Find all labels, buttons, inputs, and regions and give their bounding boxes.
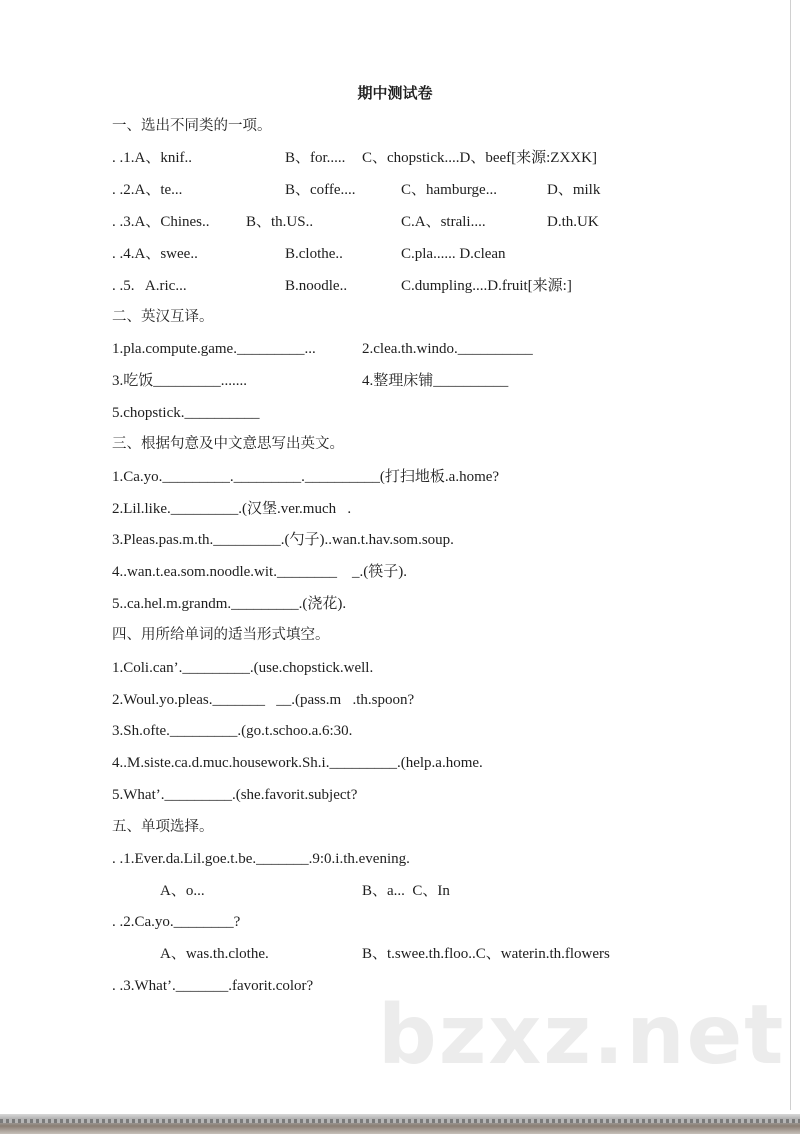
part1-row-5-b: B.noodle.. [285,278,348,294]
part4-q5: 5.What’._________.(she.favorit.subject? [112,787,358,803]
section-1-heading: 一、选出不同类的一项。 [112,118,272,134]
part5-q2-option-a: A、was.th.clothe. [160,946,269,962]
part2-q2: 2.clea.th.windo.__________ [362,341,533,357]
section-3-heading: 三、根据句意及中文意思写出英文。 [112,436,344,452]
part5-q1-option-bc: B、a... C、In [362,883,450,899]
part2-q1: 1.pla.compute.game._________... [112,341,316,357]
section-5-heading: 五、单项选择。 [112,819,214,835]
part3-q1: 1.Ca.yo._________._________.__________(打扫地板.a.home? [112,469,500,485]
section-2-heading: 二、英汉互译。 [112,309,214,325]
part3-q4: 4..wan.t.ea.som.noodle.wit.________ _.(筷子). [112,564,407,580]
part5-q1-option-a: A、o... [160,883,205,899]
watermark-text: bzxz.net [378,988,786,1083]
part5-q2: . .2.Ca.yo.________? [112,914,241,930]
part1-row-2-a: . .2.A、te... [112,182,183,198]
part1-row-4-b: B.clothe.. [285,246,343,262]
part2-q3: 3.吃饭_________....... [112,373,248,389]
part3-q2: 2.Lil.like._________.(汉堡.ver.much . [112,501,352,517]
page-edge-rule [790,0,791,1110]
part3-q5: 5..ca.hel.m.grandm._________.(浇花). [112,596,347,612]
part4-q1: 1.Coli.can’._________.(use.chopstick.well. [112,660,374,676]
part1-row-1-b: B、for..... [285,150,346,166]
part1-row-3-a: . .3.A、Chines.. [112,214,210,230]
part5-q3: . .3.What’._______.favorit.color? [112,978,314,994]
part1-row-4-a: . .4.A、swee.. [112,246,198,262]
page-title: 期中测试卷 [357,84,433,102]
bottom-border-pattern [0,1119,800,1123]
part1-row-2-c: C、hamburge... [401,182,497,198]
part1-row-1-c: C、chopstick....D、beef[来源:ZXXK] [362,150,597,166]
part2-q4: 4.整理床铺__________ [362,373,509,389]
part1-row-1-a: . .1.A、knif.. [112,150,192,166]
part1-row-5-a: . .5. A.ric... [112,278,187,294]
part1-row-3-b: B、th.US.. [246,214,314,230]
part1-row-2-b: B、coffe.... [285,182,356,198]
part1-row-2-d: D、milk [547,182,601,198]
part5-q2-option-bc: B、t.swee.th.floo..C、waterin.th.flowers [362,946,610,962]
part1-row-4-c: C.pla...... D.clean [401,246,506,262]
section-4-heading: 四、用所给单词的适当形式填空。 [112,627,330,643]
part5-q1: . .1.Ever.da.Lil.goe.t.be._______.9:0.i.th.evening. [112,851,410,867]
part1-row-3-c: C.A、strali.... [401,214,486,230]
part4-q4: 4..M.siste.ca.d.muc.housework.Sh.i._________.(help.a.home. [112,755,483,771]
part4-q2: 2.Woul.yo.pleas._______ __.(pass.m .th.spoon? [112,692,415,708]
part1-row-5-c: C.dumpling....D.fruit[来源:] [401,278,572,294]
part1-row-3-d: D.th.UK [547,214,599,230]
part2-q5: 5.chopstick.__________ [112,405,260,421]
part4-q3: 3.Sh.ofte._________.(go.t.schoo.a.6:30. [112,723,353,739]
bottom-page-border [0,1114,800,1134]
part3-q3: 3.Pleas.pas.m.th._________.(勺子)..wan.t.hav.som.soup. [112,532,454,548]
